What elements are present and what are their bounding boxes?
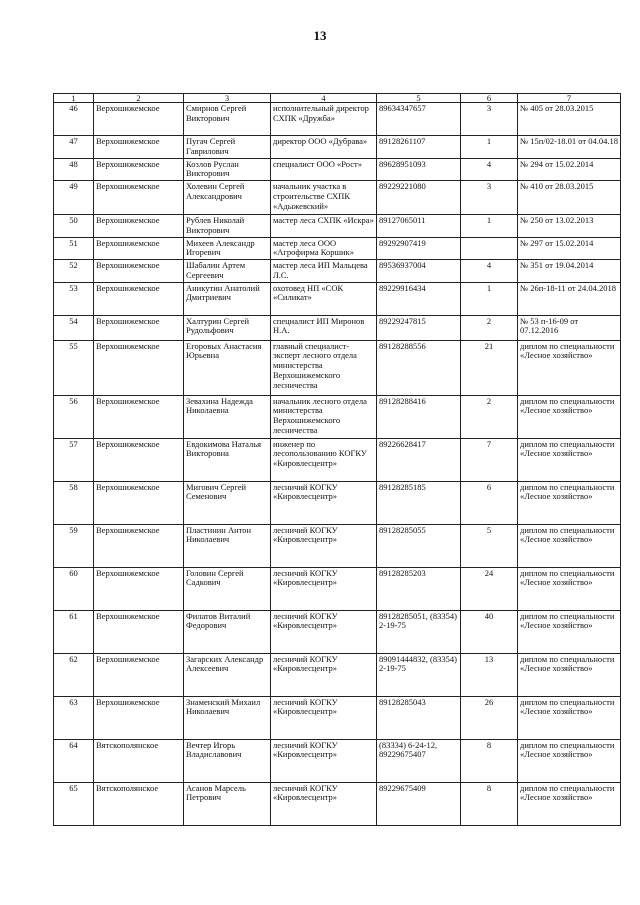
phone-cell: 89128285185 [377,481,461,524]
table-row [54,215,621,238]
experience-cell: 8 [461,739,518,782]
column-numbers-row [54,94,621,103]
experience-cell: 4 [461,260,518,283]
name-cell: Евдокимова Наталья Викторовна [184,438,271,481]
name-cell: Мигович Сергей Семенович [184,481,271,524]
document-cell: диплом по специальности «Лесное хозяйство» [518,481,621,524]
district-cell: Верхошижемское [94,395,184,438]
district-cell: Верхошижемское [94,282,184,315]
phone-cell: 89128285203 [377,567,461,610]
name-cell: Пластинин Антон Николаевич [184,524,271,567]
row-number: 53 [54,282,94,315]
district-cell: Верхошижемское [94,438,184,481]
row-number: 52 [54,260,94,283]
document-cell: диплом по специальности «Лесное хозяйство» [518,610,621,653]
table-row [54,438,621,481]
phone-cell: 89128288556 [377,340,461,395]
experience-cell: 40 [461,610,518,653]
phone-cell: 89229247815 [377,315,461,340]
row-number: 57 [54,438,94,481]
experience-cell: 13 [461,653,518,696]
table-row [54,610,621,653]
row-number: 63 [54,696,94,739]
experience-cell: 2 [461,395,518,438]
position-cell: лесничий КОГКУ «Кировлесцентр» [271,610,377,653]
position-cell: главный специалист-эксперт лесного отдела министерства Верхошижемского лесничества [271,340,377,395]
phone-cell: 89127065011 [377,215,461,238]
row-number: 49 [54,181,94,215]
experience-cell: 21 [461,340,518,395]
row-number: 59 [54,524,94,567]
table-row [54,524,621,567]
column-header: 6 [461,94,518,103]
experience-cell: 8 [461,782,518,825]
position-cell: начальник лесного отдела министерства Верхошижемского лесничества [271,395,377,438]
row-number: 60 [54,567,94,610]
row-number: 51 [54,237,94,260]
district-cell: Верхошижемское [94,653,184,696]
position-cell: специалист ООО «Рост» [271,158,377,181]
phone-cell: 89229221080 [377,181,461,215]
page-number: 13 [313,28,327,43]
phone-cell: 89292907419 [377,237,461,260]
phone-cell: 89128285043 [377,696,461,739]
document-cell: диплом по специальности «Лесное хозяйство» [518,340,621,395]
district-cell: Верхошижемское [94,215,184,238]
position-cell: лесничий КОГКУ «Кировлесцентр» [271,481,377,524]
row-number: 58 [54,481,94,524]
name-cell: Вечтер Игорь Владиславович [184,739,271,782]
table-row [54,481,621,524]
phone-cell: 89128285051, (83354) 2-19-75 [377,610,461,653]
document-cell: диплом по специальности «Лесное хозяйство» [518,524,621,567]
name-cell: Козлов Руслан Викторович [184,158,271,181]
name-cell: Шабалин Артем Сергеевич [184,260,271,283]
district-cell: Верхошижемское [94,696,184,739]
table-row [54,103,621,136]
district-cell: Верхошижемское [94,315,184,340]
table-row [54,181,621,215]
position-cell: мастер леса СХПК «Искра» [271,215,377,238]
phone-cell: 89536937004 [377,260,461,283]
experience-cell: 5 [461,524,518,567]
phone-cell: 89128285055 [377,524,461,567]
experience-cell: 3 [461,181,518,215]
column-header: 5 [377,94,461,103]
district-cell: Верхошижемское [94,340,184,395]
table-row [54,260,621,283]
row-number: 62 [54,653,94,696]
phone-cell: 89091444832, (83354) 2-19-75 [377,653,461,696]
phone-cell: 89634347657 [377,103,461,136]
document-cell: диплом по специальности «Лесное хозяйство» [518,438,621,481]
document-cell: № 297 от 15.02.2014 [518,237,621,260]
column-header: 1 [54,94,94,103]
experience-cell: 7 [461,438,518,481]
document-cell: диплом по специальности «Лесное хозяйство» [518,653,621,696]
district-cell: Верхошижемское [94,567,184,610]
document-cell: диплом по специальности «Лесное хозяйство» [518,696,621,739]
position-cell: лесничий КОГКУ «Кировлесцентр» [271,739,377,782]
column-header: 2 [94,94,184,103]
column-header: 3 [184,94,271,103]
phone-cell: 89628951093 [377,158,461,181]
position-cell: мастер леса ООО «Агрофирма Коршик» [271,237,377,260]
document-cell: № 26п-18-11 от 24.04.2018 [518,282,621,315]
experience-cell: 1 [461,215,518,238]
document-cell: № 405 от 28.03.2015 [518,103,621,136]
name-cell: Асанов Марсель Петрович [184,782,271,825]
table-row [54,739,621,782]
row-number: 55 [54,340,94,395]
document-cell: № 351 от 19.04.2014 [518,260,621,283]
row-number: 61 [54,610,94,653]
name-cell: Холевин Сергей Александрович [184,181,271,215]
district-cell: Верхошижемское [94,610,184,653]
district-cell: Верхошижемское [94,237,184,260]
name-cell: Зевахина Надежда Николаевна [184,395,271,438]
document-cell: № 53 п-16-09 от 07.12.2016 [518,315,621,340]
row-number: 56 [54,395,94,438]
name-cell: Знаменский Михаил Николаевич [184,696,271,739]
table-row [54,395,621,438]
row-number: 54 [54,315,94,340]
phone-cell: 89226628417 [377,438,461,481]
document-cell: диплом по специальности «Лесное хозяйство» [518,567,621,610]
document-cell: № 410 от 28.03.2015 [518,181,621,215]
position-cell: лесничий КОГКУ «Кировлесцентр» [271,567,377,610]
position-cell: лесничий КОГКУ «Кировлесцентр» [271,782,377,825]
document-cell: № 250 от 13.02.2013 [518,215,621,238]
phone-cell: 89229675409 [377,782,461,825]
name-cell: Головин Сергей Садкович [184,567,271,610]
table-row [54,653,621,696]
table-row [54,136,621,159]
position-cell: исполнительный директор СХПК «Дружба» [271,103,377,136]
district-cell: Верхошижемское [94,481,184,524]
table-row [54,696,621,739]
document-cell: № 15п/02-18.01 от 04.04.18 [518,136,621,159]
table-row [54,340,621,395]
district-cell: Вятскополянское [94,782,184,825]
name-cell: Рублев Николай Викторович [184,215,271,238]
name-cell: Егоровых Анастасия Юрьевна [184,340,271,395]
name-cell: Пугач Сергей Гаврилович [184,136,271,159]
district-cell: Вятскополянское [94,739,184,782]
experience-cell: 6 [461,481,518,524]
experience-cell: 24 [461,567,518,610]
column-header: 4 [271,94,377,103]
phone-cell: 89229916434 [377,282,461,315]
district-cell: Верхошижемское [94,136,184,159]
table-row [54,315,621,340]
experience-cell: 26 [461,696,518,739]
table-row [54,237,621,260]
name-cell: Аникутин Анатолий Дмитриевич [184,282,271,315]
table-row [54,567,621,610]
district-cell: Верхошижемское [94,158,184,181]
row-number: 64 [54,739,94,782]
experience-cell: 1 [461,136,518,159]
experience-cell: 2 [461,315,518,340]
document-cell: диплом по специальности «Лесное хозяйство» [518,782,621,825]
experience-cell: 1 [461,282,518,315]
document-cell: диплом по специальности «Лесное хозяйство» [518,395,621,438]
position-cell: мастер леса ИП Мальцева Л.С. [271,260,377,283]
position-cell: лесничий КОГКУ «Кировлесцентр» [271,696,377,739]
row-number: 47 [54,136,94,159]
name-cell: Смирнов Сергей Викторович [184,103,271,136]
district-cell: Верхошижемское [94,524,184,567]
table-row [54,782,621,825]
district-cell: Верхошижемское [94,103,184,136]
row-number: 50 [54,215,94,238]
row-number: 48 [54,158,94,181]
phone-cell: (83334) 6-24-12, 89229675407 [377,739,461,782]
column-header: 7 [518,94,621,103]
position-cell: начальник участка в строительстве СХПК «Адыжевский» [271,181,377,215]
table-row [54,158,621,181]
name-cell: Халтурин Сергей Рудольфович [184,315,271,340]
document-cell: диплом по специальности «Лесное хозяйство» [518,739,621,782]
name-cell: Филатов Виталий Федорович [184,610,271,653]
position-cell: инженер по лесопользованию КОГКУ «Кировлесцентр» [271,438,377,481]
row-number: 46 [54,103,94,136]
experience-cell: 4 [461,158,518,181]
district-cell: Верхошижемское [94,260,184,283]
name-cell: Загарских Александр Алексеевич [184,653,271,696]
district-cell: Верхошижемское [94,181,184,215]
registry-table [53,93,621,826]
row-number: 65 [54,782,94,825]
position-cell: специалист ИП Миронов Н.А. [271,315,377,340]
name-cell: Михеев Александр Игоревич [184,237,271,260]
position-cell: лесничий КОГКУ «Кировлесцентр» [271,524,377,567]
phone-cell: 89128261107 [377,136,461,159]
table-row [54,282,621,315]
document-cell: № 294 от 15.02.2014 [518,158,621,181]
position-cell: директор ООО «Дубрава» [271,136,377,159]
experience-cell [461,237,518,260]
position-cell: охотовед НП «СОК «Силикат» [271,282,377,315]
position-cell: лесничий КОГКУ «Кировлесцентр» [271,653,377,696]
phone-cell: 89128288416 [377,395,461,438]
experience-cell: 3 [461,103,518,136]
